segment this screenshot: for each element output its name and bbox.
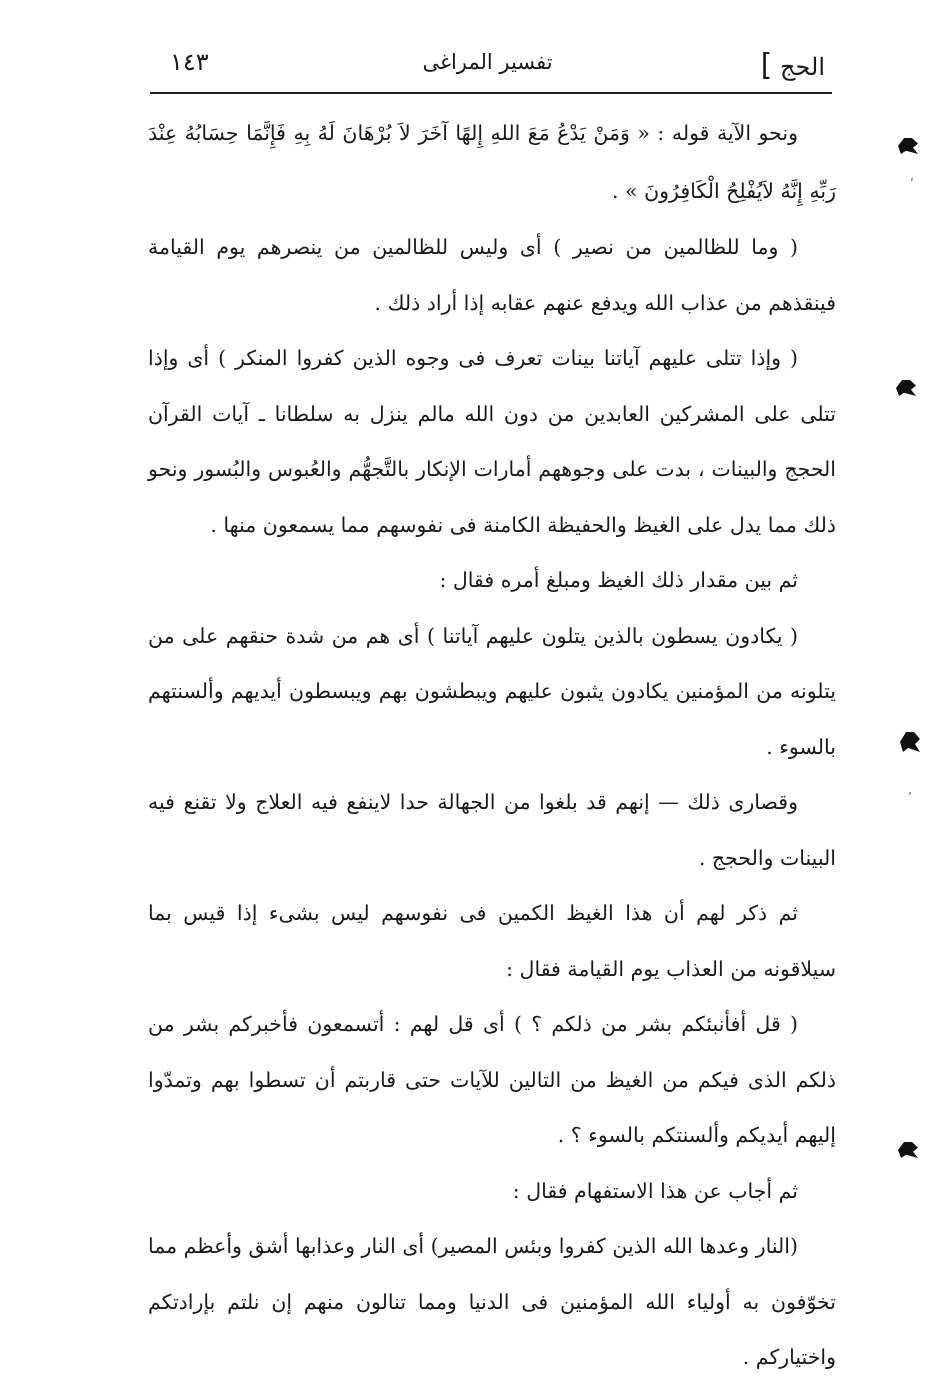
book-title: تفسير المراغى — [422, 50, 553, 74]
margin-ink-mark — [900, 732, 920, 752]
paragraph: ( قل أفأنبئكم بشر من ذلكم ؟ ) أى قل لهم : أتسمعون فأخبركم بشر من ذلكم الذى فيكم من الغيظ من التالين للآيات حتى قاربتم أن تسطوا بهم وتمدّوا إليهم أيديكم وألسنتكم بالسوء ؟ . — [148, 1012, 836, 1147]
margin-ink-mark — [896, 380, 916, 396]
margin-speck: ʼ — [908, 790, 912, 804]
page-number: ١٤٣ — [170, 48, 209, 76]
paragraph: ( يكادون يسطون بالذين يتلون عليهم آياتنا ) أى هم من شدة حنقهم على من يتلونه من المؤمنين يكادون يثبون عليهم ويبطشون بهم ويبسطون أيديهم وألسنتهم بالسوء . — [148, 623, 836, 759]
page-body — [148, 104, 836, 1386]
margin-ink-mark — [898, 138, 918, 154]
paragraph: ونحو الآية قوله : « وَمَنْ يَدْعُ مَعَ اللهِ إِلهًا آخَرَ لاَ بُرْهَانَ لَهُ بِهِ فَإِنَّمَا حِسَابُهُ عِنْدَ رَبِّهِ إِنَّهُ لاَيُفْلِحُ الْكَافِرُونَ » . — [148, 121, 836, 203]
paragraph: وقصارى ذلك — إنهم قد بلغوا من الجهالة حدا لاينفع فيه العلاج ولا تقنع فيه البينات والحجج . — [148, 790, 836, 870]
page-header — [150, 40, 825, 90]
header-bracket: ] — [760, 48, 773, 83]
chapter-label: الحج — [780, 53, 825, 81]
paragraph: ( وإذا تتلى عليهم آياتنا بينات تعرف فى وجوه الذين كفروا المنكر ) أى وإذا تتلى على المشركين العابدين من دون الله مالم ينزل به سلطانا ـ آيات القرآن الحجج والبينات ، بدت على وجوههم أمارات الإنكار بالتَّجهُّم والعُبوس والبُسور ونحو ذلك مما يدل على الغيظ والحفيظة الكامنة فى نفوسهم مما يسمعون منها . — [148, 346, 836, 537]
paragraph: ثم ذكر لهم أن هذا الغيظ الكمين فى نفوسهم ليس بشىء إذا قيس بما سيلاقونه من العذاب يوم القيامة فقال : — [148, 901, 836, 981]
header-rule — [150, 92, 832, 94]
margin-speck: ʼ — [910, 176, 914, 190]
paragraph: ( وما للظالمين من نصير ) أى وليس للظالمين من ينصرهم يوم القيامة فينقذهم من عذاب الله ويدفع عنهم عقابه إذا أراد ذلك . — [148, 235, 836, 315]
paragraph: (النار وعدها الله الذين كفروا وبئس المصير) أى النار وعذابها أشق وأعظم مما تخوّفون به أولياء الله المؤمنين فى الدنيا ومما تنالون منهم إن نلتم بإرادتكم واختياركم . — [148, 1234, 836, 1369]
paragraph: ثم بين مقدار ذلك الغيظ ومبلغ أمره فقال : — [439, 568, 798, 592]
margin-ink-mark — [898, 1142, 918, 1158]
paragraph: ثم أجاب عن هذا الاستفهام فقال : — [512, 1178, 798, 1203]
